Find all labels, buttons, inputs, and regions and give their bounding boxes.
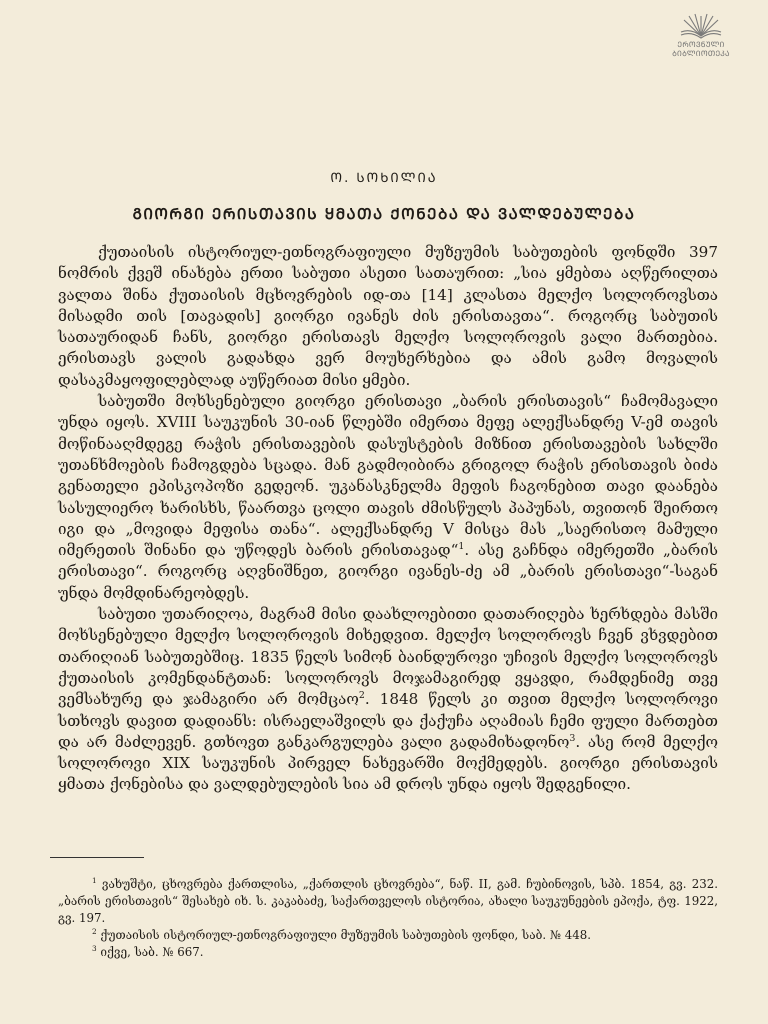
footnotes: [58, 876, 718, 961]
footnote: [58, 927, 718, 944]
library-logo: [660, 10, 742, 58]
article-body: [58, 242, 718, 796]
open-book-icon: [678, 10, 724, 40]
footnote-divider: [50, 857, 144, 858]
paragraph-text: . ასე რომ მელქო სოლოროვი XIX საუკუნის პირველ ნახევარში მოქმედებს. გიორგი ერისთავის ყმათა ქონებისა და ვალდებულების სია ამ დროს უნდა იყოს შედგენილი.: [58, 732, 719, 794]
footnote-number: 1: [92, 876, 97, 886]
footnote-ref: 1: [458, 541, 465, 553]
paragraph: [58, 242, 718, 391]
article-title: ᲒᲘᲝᲠᲒᲘ ᲔᲠᲘᲡᲗᲐᲕᲘᲡ ᲧᲛᲐᲗᲐ ᲥᲝᲜᲔᲑᲐ ᲓᲐ ᲕᲐᲚᲓᲔᲑᲣᲚᲔᲑᲐ: [132, 205, 636, 223]
footnote: [58, 876, 718, 927]
paragraph-text: . 1848 წელს კი თვით მელქო სოლოროვი სთხოვს დავით დადიანს: ისრაელაშვილს და ქაქუჩა აღამიას ჩემი ფული მართებთ და არ მაძლევენ. გთხოვთ განკარგულება ვალი გადამიხადონო: [58, 690, 719, 751]
footnote-text: ქუთაისის ისტორიულ-ეთნოგრაფიული მუზეუმის საბუთების ფონდი, საბ. № 448.: [100, 928, 592, 942]
footnote-number: 2: [92, 927, 97, 937]
paragraph-text: ქუთაისის ისტორიულ-ეთნოგრაფიული მუზეუმის საბუთების ფონდში 397 ნომრის ქვეშ ინახება ერთი საბუთი ასეთი სათაურით: „სია ყმებთა აღწერილთა ვალთა შინა ქუთაისის მცხოვრების იდ-თა [14] კლასთა მელქო სოლოროვსთა მისადმი თის [თავადის] გიორგი ივანეს ძის ერისთავთა“. როგორც საბუთის სათაურიდან ჩანს, გიორგი ერისთავს მელქო სოლოროვის ვალი მართებია. ერისთავს ვალის გადახდა ვერ მოუხერხებია და ამის გამო მოვალის დასაკმაყოფილებლად აუწერიათ მისი ყმები.: [58, 243, 718, 389]
paragraph-text: საბუთი უთარიღოა, მაგრამ მისი დაახლოებითი დათარიღება ხერხდება მასში მოხსენებული მელქო სოლოროვის მიხედვით. მელქო სოლოროვს ჩვენ ვხვდებით თარიღიან საბუთებშიც. 1835 წელს სიმონ ბაინდუროვი უჩივის მელქო სოლოროვს ქუთაისის კომენდანტთან: სოლოროვს მოჯამაგირედ ვყავდი, რამდენიმე თვე ვემსახურე და ჯამაგირი არ მომცაო: [58, 605, 718, 709]
paragraph: [58, 391, 718, 604]
footnote-ref: 3: [569, 732, 576, 744]
footnote-ref: 2: [358, 690, 365, 702]
logo-line-1: ᲔᲠᲝᲕᲜᲣᲚᲘ: [677, 40, 725, 49]
paragraph-text: საბუთში მოხსენებული გიორგი ერისთავი „ბარის ერისთავის“ ჩამომავალი უნდა იყოს. XVIII საუკუნის 30-იან წლებში იმერთა მეფე ალექსანდრე V-ემ თავის მოწინააღმდეგე რაჭის ერისთავების დასუსტების მიზნით ერისთავების სახლში უთანხმოების ჩამოგდება სცადა. მან გადმოიბირა გრიგოლ რაჭის ერისთავის ბიძა გენათელი ეპისკოპოზი გედეონ. უკანასკნელმა მეფის ჩაგონებით თავი დაანება სასულიერო ხარისხს, წაართვა ცოლი თავის ძმისწულს პაპუნას, თვითონ შეირთო იგი და „მოვიდა მეფისა თანა“. ალექსანდრე V მისცა მას „საერისთო მამული იმერეთის შინანი და უწოდეს ბარის ერისთავად“: [58, 392, 718, 560]
paragraph: [58, 604, 718, 796]
paragraph-text: . ასე გაჩნდა იმერეთში „ბარის ერისთავი“. როგორც აღვნიშნეთ, გიორგი ივანეს-ძე ამ „ბარის ერისთავი“-საგან უნდა მომდინარეობდეს.: [58, 541, 718, 602]
footnote-text: იქვე, საბ. № 667.: [100, 945, 204, 959]
footnote: [58, 944, 718, 961]
footnote-number: 3: [92, 944, 97, 954]
author-name: Ო. ᲡᲝᲮᲘᲚᲘᲐ: [330, 171, 438, 186]
footnote-text: ვახუშტი, ცხოვრება ქართლისა, „ქართლის ცხოვრება“, ნაწ. II, გამ. ჩუბინოვის, სპბ. 1854, გვ. 232. „ბარის ერისთავის“ შესახებ იხ. ს. კაკაბაძე, საქართველოს ისტორია, ახალი საუკუნეების ეპოქა, ტფ. 1922, გვ. 197.: [58, 877, 718, 925]
logo-line-2: ᲑᲘᲑᲚᲘᲝᲗᲔᲙᲐ: [672, 49, 730, 58]
